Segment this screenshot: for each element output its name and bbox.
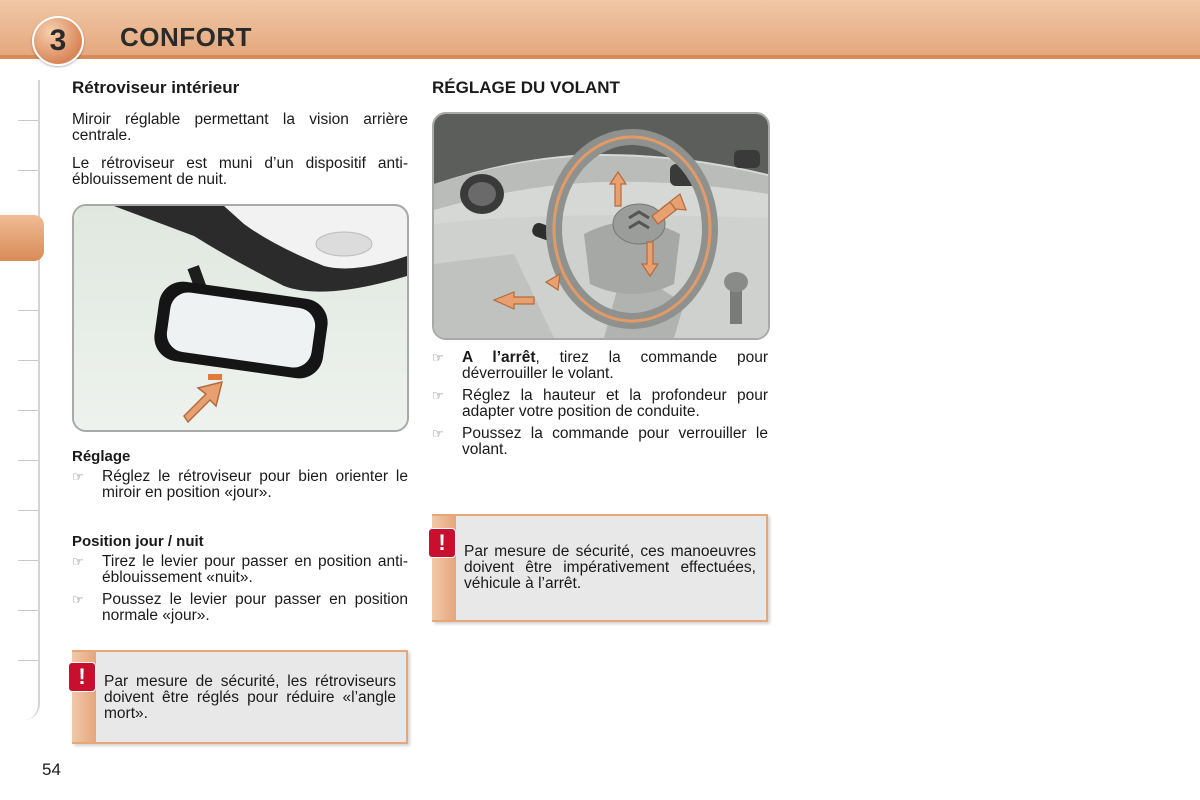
right-column — [432, 78, 768, 464]
list-item — [432, 426, 768, 458]
pointing-hand-icon: ☞ — [432, 350, 444, 365]
list-item — [72, 469, 408, 501]
warning-text: Par mesure de sécurité, les rétroviseurs doivent être réglés pour réduire «l’angle mort». — [104, 673, 396, 722]
safety-warning-box — [432, 514, 768, 622]
chapter-tabs — [0, 80, 40, 720]
bullet-text: Réglez le rétroviseur pour bien orienter le miroir en position «jour». — [102, 468, 408, 501]
chapter-tab[interactable] — [18, 410, 38, 411]
list-item — [72, 554, 408, 586]
warning-text: Par mesure de sécurité, ces manoeuvres doivent être impérativement effectuées, véhicule à l’arrêt. — [464, 543, 756, 592]
bullet-text: Tirez le levier pour passer en position anti-éblouissement «nuit». — [102, 553, 408, 586]
subheading-reglage: Réglage — [72, 448, 131, 465]
chapter-tab[interactable] — [18, 560, 38, 561]
chapter-number-badge: 3 — [32, 16, 84, 66]
warning-exclamation-icon: ! — [68, 662, 96, 692]
safety-warning-box — [72, 650, 408, 744]
mirror-illustration — [72, 204, 409, 432]
bullet-text: Poussez la commande pour verrouiller le volant. — [462, 425, 768, 458]
bullet-text: Poussez le levier pour passer en position normale «jour». — [102, 591, 408, 624]
chapter-tab[interactable] — [18, 610, 38, 611]
left-column — [72, 78, 408, 630]
list-item — [432, 350, 768, 382]
warning-exclamation-icon: ! — [428, 528, 456, 558]
subheading-jour-nuit: Position jour / nuit — [72, 533, 204, 550]
chapter-tab[interactable] — [18, 660, 38, 661]
chapter-tab[interactable] — [18, 510, 38, 511]
page-number: 54 — [42, 760, 61, 779]
bullet-text: , tirez la commande pour déverrouiller le volant. — [462, 349, 769, 382]
chapter-tab[interactable] — [18, 360, 38, 361]
active-chapter-tab[interactable] — [0, 215, 44, 261]
section-title-volant: RÉGLAGE DU VOLANT — [432, 78, 620, 97]
chapter-tab[interactable] — [18, 170, 38, 171]
pointing-hand-icon: ☞ — [72, 554, 84, 569]
steering-wheel-illustration — [432, 112, 770, 340]
pointing-hand-icon: ☞ — [432, 426, 444, 441]
chapter-tab[interactable] — [18, 460, 38, 461]
list-item — [72, 592, 408, 624]
section-title-retroviseur: Rétroviseur intérieur — [72, 78, 240, 97]
intro-paragraph: Le rétroviseur est muni d’un dispositif anti-éblouissement de nuit. — [72, 155, 408, 188]
pointing-hand-icon: ☞ — [72, 592, 84, 607]
bullet-text: Réglez la hauteur et la profondeur pour adapter votre position de conduite. — [462, 387, 768, 420]
pointing-hand-icon: ☞ — [72, 469, 84, 484]
bullet-bold-text: A l’arrêt — [462, 349, 536, 366]
pointing-hand-icon: ☞ — [432, 388, 444, 403]
list-item — [432, 388, 768, 420]
chapter-title: CONFORT — [120, 22, 253, 52]
header-rule — [0, 55, 1200, 59]
chapter-tab[interactable] — [18, 310, 38, 311]
chapter-tab[interactable] — [18, 120, 38, 121]
intro-paragraph: Miroir réglable permettant la vision arrière centrale. — [72, 111, 408, 144]
